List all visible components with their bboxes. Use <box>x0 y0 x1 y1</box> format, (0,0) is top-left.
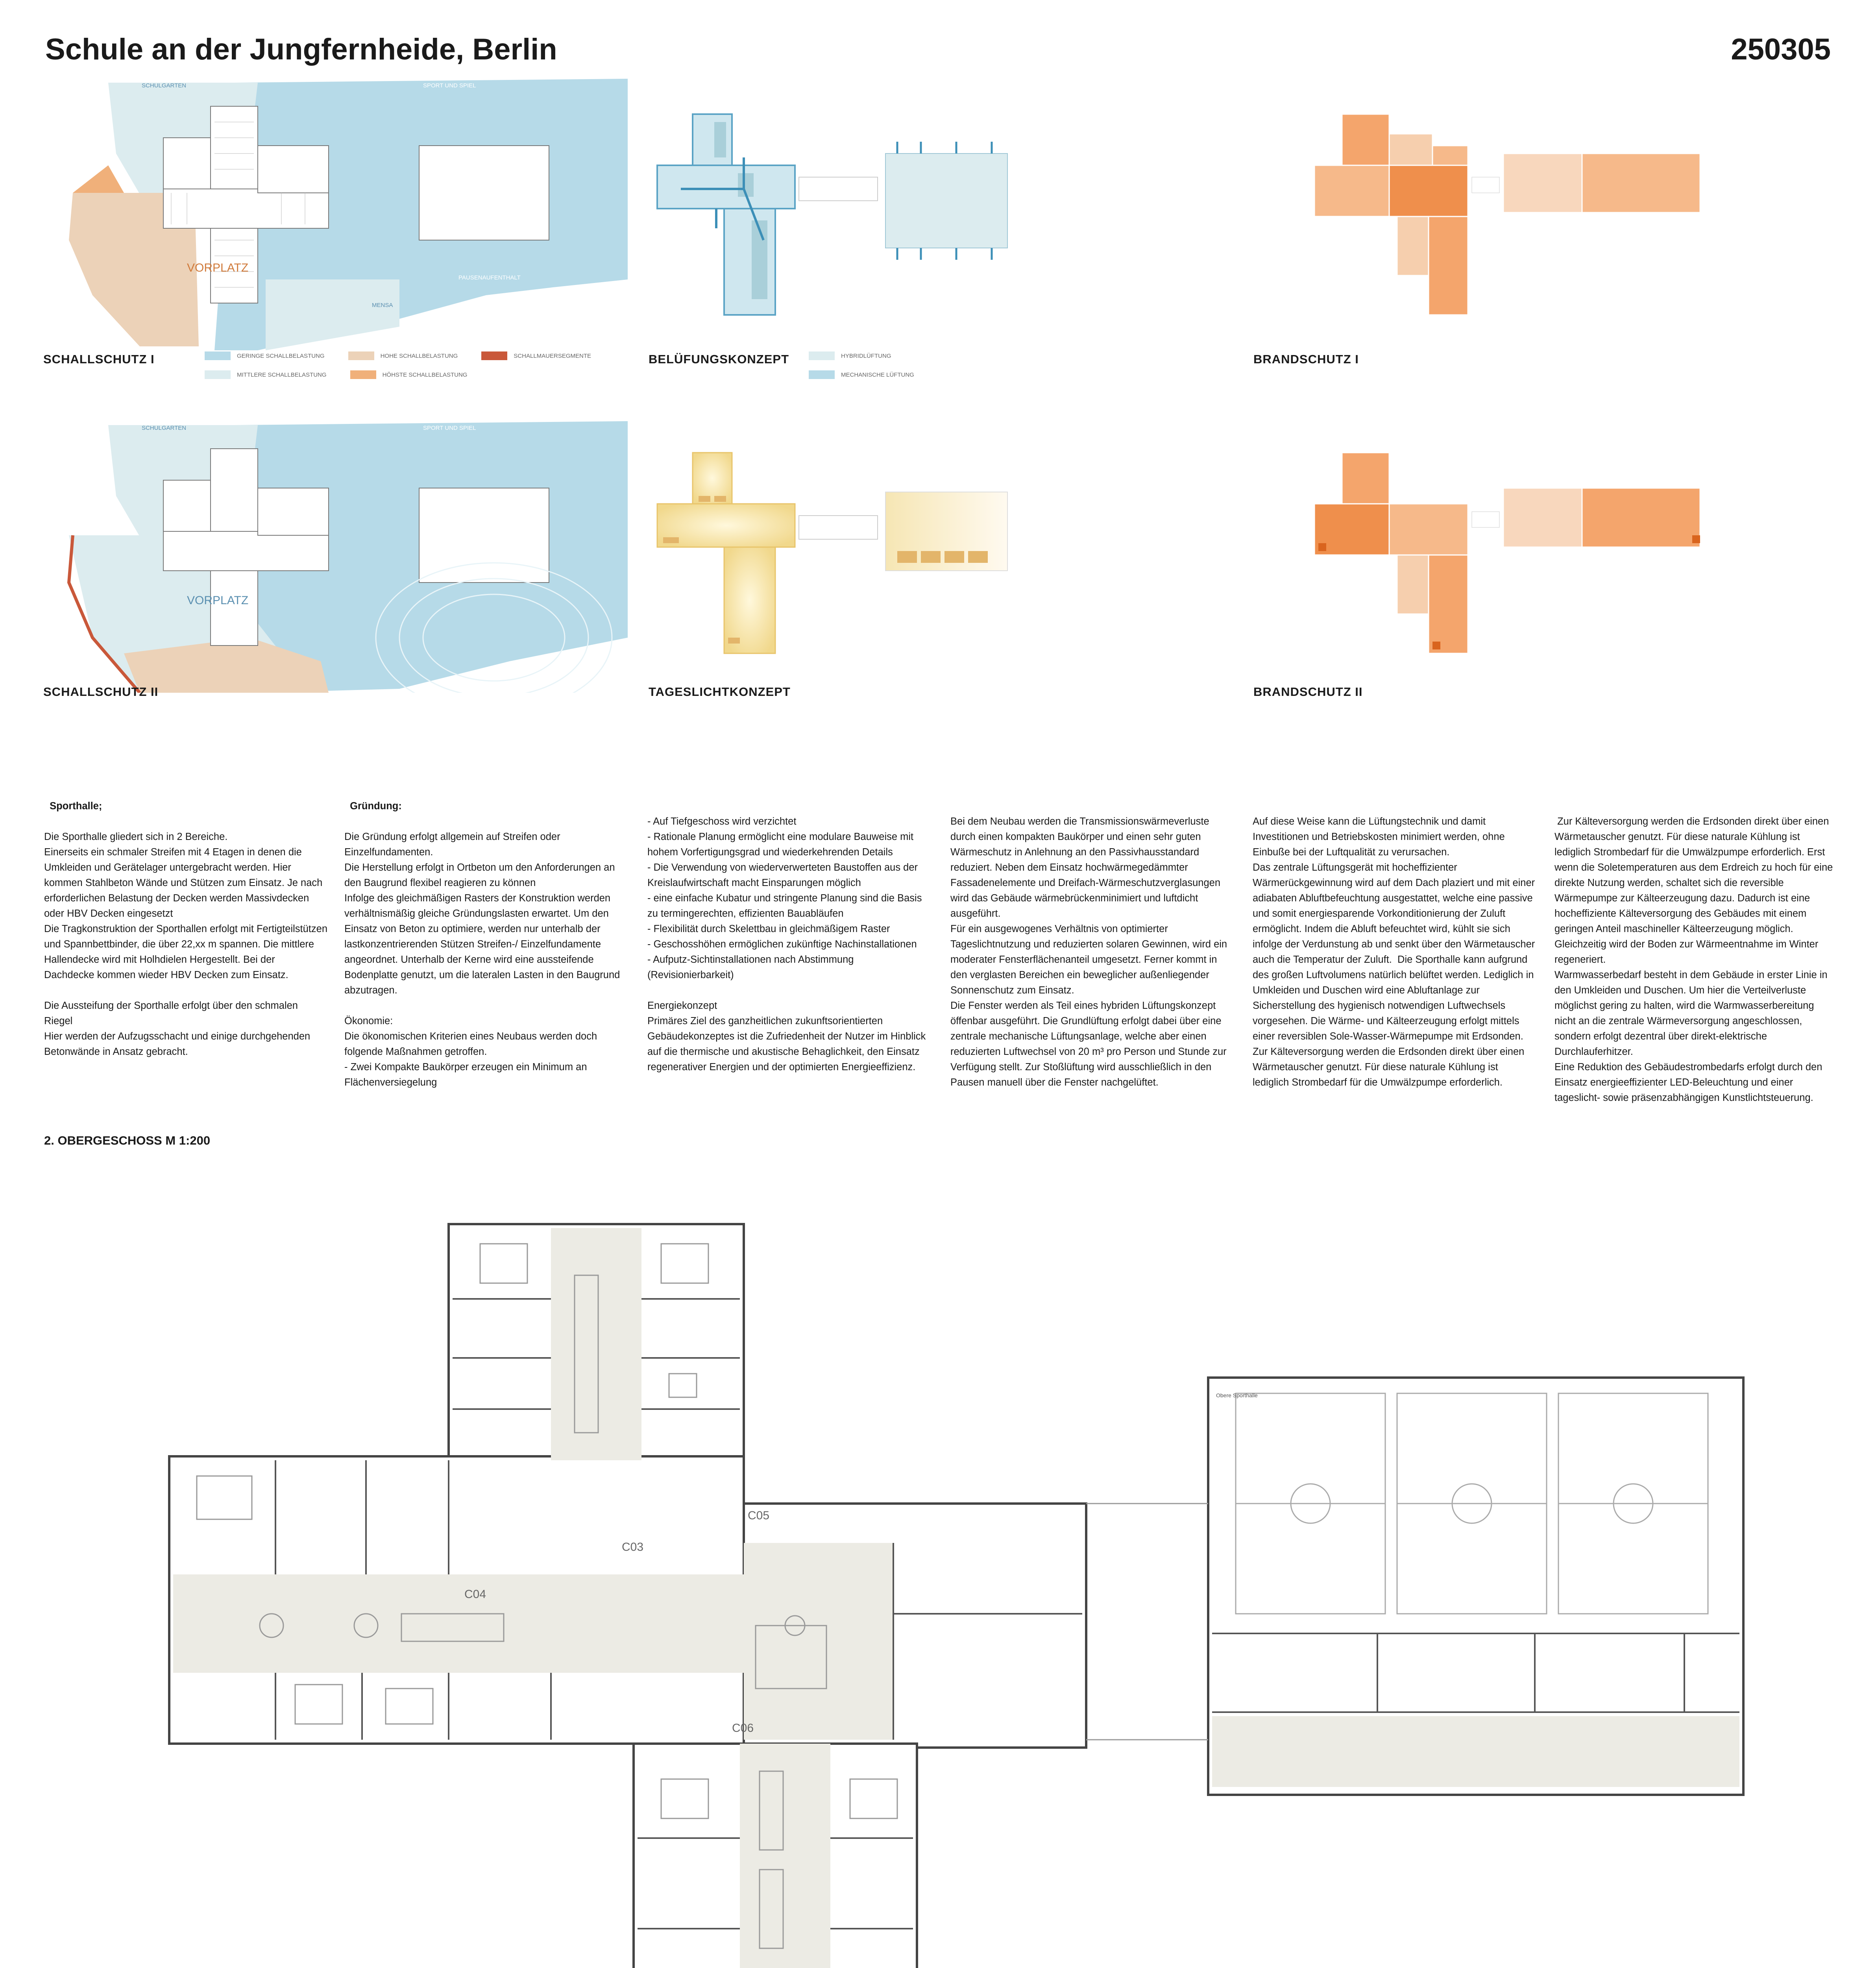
belueftung-legend <box>809 351 914 379</box>
text-column-1 <box>44 783 327 1075</box>
map-label-sport: SPORT UND SPIEL <box>423 425 476 431</box>
legend-item: MITTLERE SCHALLBELASTUNG <box>205 370 327 379</box>
map-label-schulgarten: SCHULGARTEN <box>142 82 187 89</box>
brandschutz-2-label: BRANDSCHUTZ II <box>1253 685 1363 699</box>
floorplan-label: 2. OBERGESCHOSS M 1:200 <box>44 1134 211 1147</box>
brandschutz-1-label: BRANDSCHUTZ I <box>1253 352 1359 366</box>
map-label-pausen: PAUSENAUFENTHALT <box>458 274 521 281</box>
schallschutz-2-map <box>45 417 628 693</box>
text-body: Die Gründung erfolgt allgemein auf Streifen oder Einzelfundamenten. Die Herstellung erfolgt in Ortbeton um den Anforderungen an den Baugrund flexibel reagieren zu können Infolge des gleichmäßigen Rasters der Konstruktion werden verhältnismäßig gleiche Gründungslasten erwartet. Um den Einsatz von Beton zu optimiere, werden nur unterhalb der lastkonzentrierenden Stützen Streifen-/ Einzelfundamente angeordnet. Unterhalb der Kerne wird eine aussteifende Bodenplatte genutzt, um die lateralen Lasten in den Baugrund abzutragen. Ökonomie: Die ökonomischen Kriterien eines Neubaus werden doch folgende Maßnahmen getroffen. - Zwei Kompakte Baukörper erzeugen ein Minimum an Flächenversiegelung <box>344 831 620 1088</box>
text-column-4 <box>950 783 1234 1106</box>
corridor-label: C03 <box>622 1541 644 1554</box>
legend-item: HOHE SCHALLBELASTUNG <box>348 351 458 360</box>
legend-item: HYBRIDLÜFTUNG <box>809 351 914 360</box>
page-title: Schule an der Jungfernheide, Berlin <box>45 33 557 66</box>
schallschutz-2-label: SCHALLSCHUTZ II <box>43 685 159 699</box>
schallschutz-legend <box>205 351 653 379</box>
text-heading: Sporthalle; <box>50 801 102 812</box>
text-body: Auf diese Weise kann die Lüftungstechnik und damit Investitionen und Betriebskosten minimiert werden, ohne Einbuße bei der Luftqualität zu verursachen. Das zentrale Lüftungsgerät mit hocheffizienter Wärmerückgewinnung wird auf dem Dach plaziert und mit einer adiabaten Abluftbefeuchtung ausgestattet, welche eine passive und somit energiesparende Vorkonditionierung der Zuluft ermöglicht. Indem die Abluft befeuchtet wird, kühlt sie sich infolge der Verdunstung ab und senkt über den Wärmetauscher auch die Temperatur der Zuluft. Die Sporthalle kann aufgrund des großen Luftvolumens natürlich belüftet werden. Lediglich in Umkleiden und Duschen wird eine Abluftanlage zur Sicherstellung des hygienisch notwendigen Luftwechsels vorgesehen. Die Wärme- und Kälteerzeugung erfolgt mittels einer reversiblen Sole-Wasser-Wärmepumpe mit Erdsonden. Zur Kälteversorgung werden die Erdsonden direkt über einen Wärmetauscher genutzt. Für diese naturale Kühlung ist lediglich Strombedarf für die Umwälzpumpe erforderlich. <box>1253 816 1535 1088</box>
legend-item: SCHALLMAUERSEGMENTE <box>481 351 591 360</box>
sporthalle-label: Obere Sporthalle <box>1216 1392 1258 1398</box>
corridor-label: C04 <box>464 1588 486 1601</box>
map-label-mensa: MENSA <box>372 302 393 309</box>
text-column-6 <box>1554 783 1838 1121</box>
text-heading: Gründung: <box>350 801 402 812</box>
belueftung-diagram <box>645 110 1118 323</box>
text-body: Bei dem Neubau werden die Transmissionswärmeverluste durch einen kompakten Baukörper und einen sehr guten Wärmeschutz in Anlehnung an den Passivhausstandard reduziert. Neben dem Einsatz hochwärmegedämmter Fassadenelemente und Dreifach-Wärmeschutzverglasungen wird das Gebäude wärmebrückenminimiert und luftdicht ausgeführt. Für ein ausgewogenes Verhältnis von optimierter Tageslichtnutzung und reduzierten solaren Gewinnen, wird ein moderater Fensterflächenanteil umgesetzt. Ferner kommt in den verglasten Bereichen ein beweglicher außenliegender Sonnenschutz zum Einsatz. Die Fenster werden als Teil eines hybriden Lüftungskonzept öffenbar ausgeführt. Die Grundlüftung erfolgt dabei über eine zentrale mechanische Lüftungsanlage, welche aber einen reduzierten Luftwechsel von 20 m³ pro Person und Stunde zur Verfügung stellt. Zur Stoßlüftung wird ausschließlich in den Pausen manuell über die Fenster nachgelüftet. <box>950 816 1227 1088</box>
belueftung-label: BELÜFUNGSKONZEPT <box>649 352 789 366</box>
schallschutz-1-label: SCHALLSCHUTZ I <box>43 352 155 366</box>
legend-item: MECHANISCHE LÜFTUNG <box>809 370 914 379</box>
corridor-label: C05 <box>748 1509 770 1522</box>
corridor-label: C06 <box>732 1722 754 1735</box>
text-column-2 <box>344 783 628 1106</box>
text-body: - Auf Tiefgeschoss wird verzichtet - Rationale Planung ermöglicht eine modulare Bauweise mit hohem Vorfertigungsgrad und wiederkehrenden Details - Die Verwendung von wiederverwerteten Baustoffen aus der Kreislaufwirtschaft macht Einsparungen möglich - eine einfache Kubatur und stringente Planung sind die Basis zu termingerechten, effizienten Bauabläufen - Flexibilität durch Skelettbau in gleichmäßigem Raster - Geschosshöhen ermöglichen zukünftige Nachinstallationen - Aufputz-Sichtinstallationen nach Abstimmung (Revisionierbarkeit) Energiekonzept Primäres Ziel des ganzheitlichen zukunftsorientierten Gebäudekonzeptes ist die Zufriedenheit der Nutzer im Hinblick auf die thermische und akustische Behaglichkeit, den Einsatz regenerativer Energien und der optimierten Energieeffizienz. <box>647 816 926 1073</box>
tageslicht-diagram <box>645 449 1118 661</box>
brandschutz-1-diagram <box>1314 110 1708 323</box>
map-label-sport: SPORT UND SPIEL <box>423 82 476 89</box>
text-column-5 <box>1253 783 1536 1106</box>
floorplan-2og <box>157 1220 1771 1968</box>
text-body: Die Sporthalle gliedert sich in 2 Bereiche. Einerseits ein schmaler Streifen mit 4 Etagen in denen die Umkleiden und Gerätelager untergebracht werden. Hier kommen Stahlbeton Wände und Stützen zum Einsatz. Je nach erforderlichen Belastung der Decken werden Massivdecken oder HBV Decken eingesetzt Die Tragkonstruktion der Sporthallen erfolgt mit Fertigteilstützen und Spannbettbinder, die über 22,xx m spannen. Die mittlere Hallendecke wird mit Holhdielen Hergestellt. Bei der Dachdecke kommen wieder HBV Decken zum Einsatz. Die Aussteifung der Sporthalle erfolgt über den schmalen Riegel Hier werden der Aufzugsschacht und einige durchgehenden Betonwände in Ansatz gebracht. <box>44 831 328 1057</box>
project-code: 250305 <box>1731 33 1831 66</box>
brandschutz-2-diagram <box>1314 449 1708 661</box>
legend-item: GERINGE SCHALLBELASTUNG <box>205 351 325 360</box>
text-column-3 <box>647 783 931 1090</box>
legend-item: HÖHSTE SCHALLBELASTUNG <box>350 370 468 379</box>
map-label-schulgarten: SCHULGARTEN <box>142 425 187 431</box>
map-label-vorplatz: VORPLATZ <box>187 594 249 607</box>
tageslicht-label: TAGESLICHTKONZEPT <box>649 685 791 699</box>
map-label-vorplatz: VORPLATZ <box>187 261 249 274</box>
schallschutz-1-map <box>45 75 628 350</box>
text-body: Zur Kälteversorgung werden die Erdsonden direkt über einen Wärmetauscher genutzt. Für diese naturale Kühlung ist lediglich Strombedarf für die Umwälzpumpe erforderlich. Erst wenn die Soletemperaturen aus dem Erdreich zu hoch für eine direkte Nutzung werden, schaltet sich die reversible Wärmepumpe zur Kälteerzeugung dazu. Dadurch ist eine hocheffiziente Kälteversorgung des Gebäudes mit einem geringen Anteil maschineller Kälteerzeugung möglich. Gleichzeitig wird der Boden zur Wärmeentnahme im Winter regeneriert. Warmwasserbedarf besteht in dem Gebäude in erster Linie in den Umkleiden und Duschen. Um hier die Verteilverluste möglichst gering zu halten, wird die Warmwasserbereitung nicht an die zentrale Wärmeversorgung angeschlossen, sondern erfolgt dezentral über direkt-elektrische Durchlauferhitzer. Eine Reduktion des Gebäudestrombedarfs erfolgt durch den Einsatz energieeffizienter LED-Beleuchtung und einer tageslicht- sowie präsenzabhängigen Kunstlichtsteuerung. <box>1554 816 1833 1103</box>
